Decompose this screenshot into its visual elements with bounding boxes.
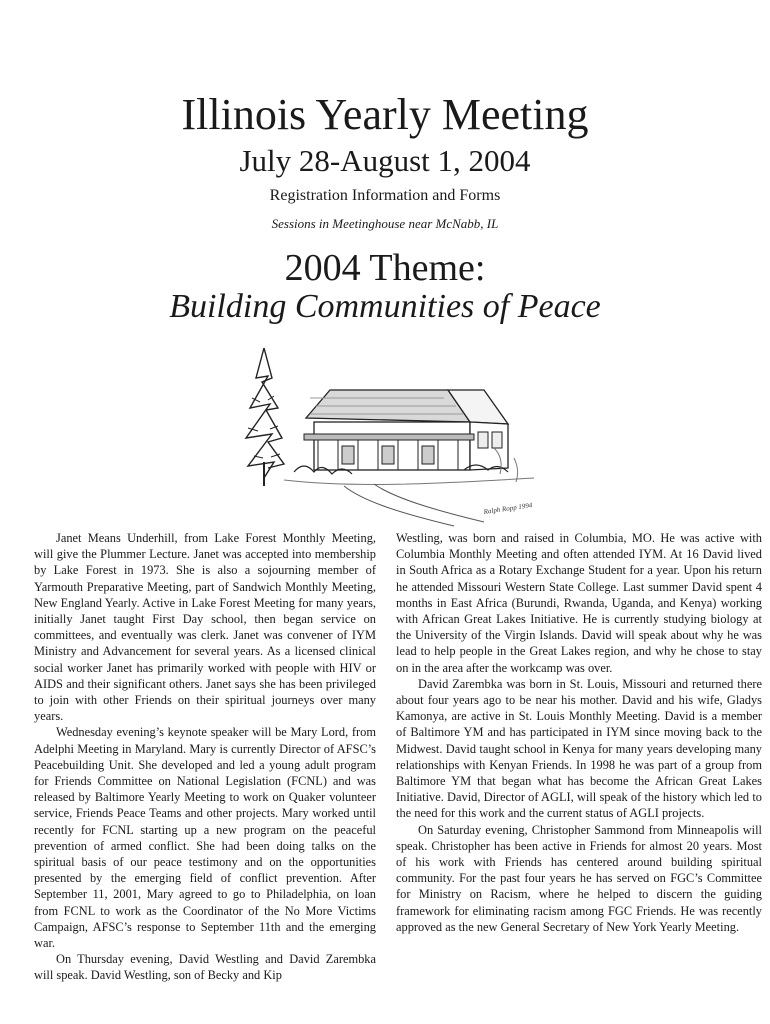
- artist-signature: Ralph Ropp 1994: [483, 501, 533, 516]
- thursday-speakers-paragraph: On Thursday evening, David Westling and David Zarembka will speak. David Westling, son of Becky and Kip: [34, 952, 376, 983]
- westling-paragraph: Westling, was born and raised in Columbia, MO. He was active with Columbia Monthly Meeting and often attended IYM. At 16 David lived in South Africa as a Rotary Exchange Student for a year. Upon his return he attended Missouri Western State College. Last summer David spent 4 months in East Africa (Burundi, Rwanda, Uganda, and Kenya) working with African Great Lakes Initiative. He is currently studying biology at the University of the Virgin Islands. David will speak about why he was lead to help people in the Great Lakes region, and why he chose to stay on in the area after the workcamp was over.: [396, 531, 762, 675]
- sammond-paragraph: On Saturday evening, Christopher Sammond from Minneapolis will speak. Christopher has been active in Friends for almost 20 years. Most of his work with Friends has centered around building spiritual community. For the past four years he has served on FGC’s Committee for Ministry on Racism, where he helped to discern the guiding framework for eliminating racism among FGC Friends. He was recently approved as the new General Secretary of New York Yearly Meeting.: [396, 822, 762, 934]
- meetinghouse-building: [304, 390, 508, 470]
- document-subtitle: Registration Information and Forms: [269, 187, 501, 204]
- theme-heading: 2004 Theme:: [284, 247, 486, 289]
- sessions-location: Sessions in Meetinghouse near McNabb, IL: [271, 216, 499, 231]
- page-title: Illinois Yearly Meeting: [181, 90, 589, 139]
- right-column: [396, 530, 762, 935]
- theme-title: Building Communities of Peace: [169, 288, 601, 325]
- meetinghouse-sketch: [234, 338, 564, 528]
- pine-tree-sketch: [246, 348, 284, 486]
- underhill-paragraph: Janet Means Underhill, from Lake Forest Monthly Meeting, will give the Plummer Lecture. Janet was accepted into membership by Lake Forest in 1973. She is also a sojourning member of Yarmouth Preparative Meeting, part of Sandwich Monthly Meeting, New England Yearly. Active in Lake Forest Meeting for many years, initially Janet taught First Day school, then began service on committees, and eventually was clerk. Janet was convener of IYM Ministry and Advancement for several years. As a licensed clinical social worker Janet has primarily worked with people with HIV or AIDS and their significant others. Janet says she has been privileged to join with other Friends on their spiritual journeys over many years.: [34, 531, 376, 724]
- left-column: [34, 530, 376, 984]
- event-dates: July 28-August 1, 2004: [239, 143, 531, 178]
- mary-lord-paragraph: Wednesday evening’s keynote speaker will be Mary Lord, from Adelphi Meeting in Maryland. Mary is currently Director of AFSC’s Peacebuilding Unit. She developed and led a young adult program for Friends Committee on National Legislation (FCNL) and was released by Baltimore Yearly Meeting to work on Quaker volunteer service, Friends Peace Teams and other projects. Mary worked until recently for FCNL starting up a new program on the peaceful prevention of armed conflict. She had been doing talks on the spiritual basis of our peace testimony and on the opportunities presented by the emerging field of conflict prevention. After September 11, 2001, Mary agreed to go to Philadelphia, on loan from FCNL to work as the Coordinator of the No More Victims Campaign, AFSC’s response to September 11th and the emerging war.: [34, 725, 376, 951]
- zarembka-paragraph: David Zarembka was born in St. Louis, Missouri and returned there about four years ago to be near his mother. David and his wife, Gladys Kamonya, are active in St. Louis Monthly Meeting. David is a member of Baltimore YM and has participated in IYM since moving back to the Midwest. David taught school in Kenya for many years developing many relationships with Kenyan Friends. In 1998 he was part of a group from Baltimore YM that began what has become the African Great Lakes Initiative. David, Director of AGLI, will speak of the history which led to the need for this work and the current status of AGLI projects.: [396, 676, 762, 821]
